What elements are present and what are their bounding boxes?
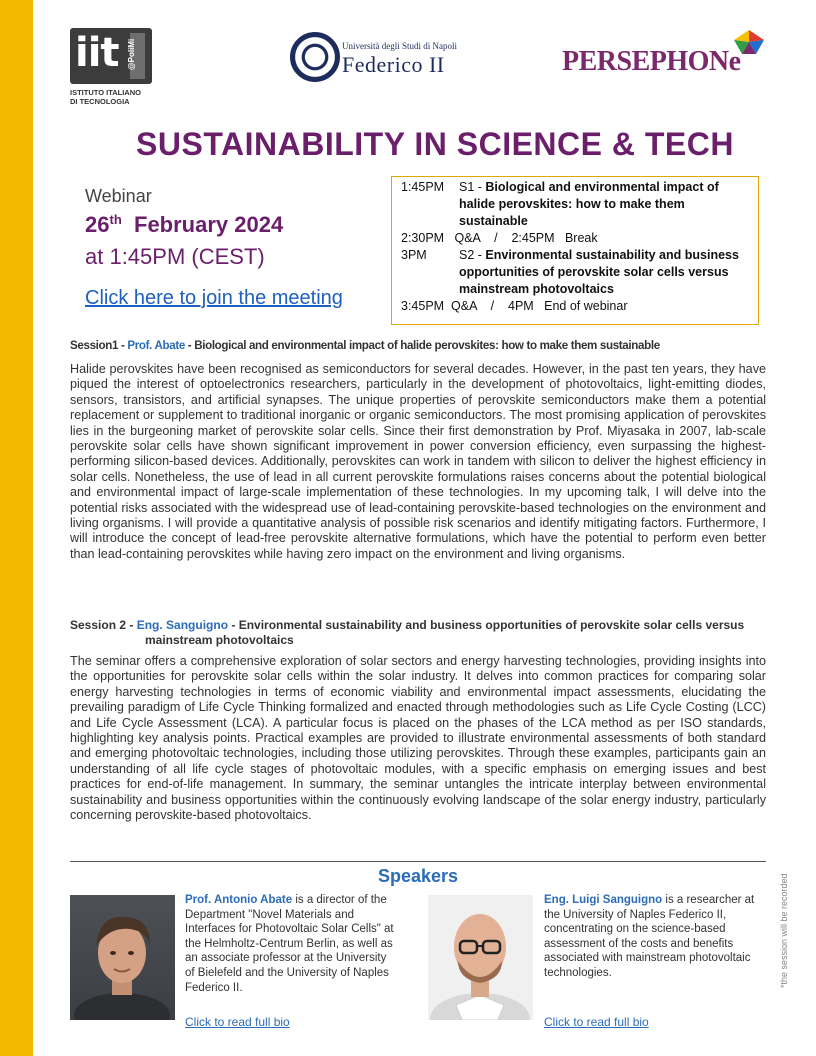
- schedule-item: [459, 247, 752, 298]
- speaker2-full-bio-link[interactable]: Click to read full bio: [544, 1015, 649, 1029]
- persephone-logo-text: PERSEPHONe: [562, 46, 741, 77]
- unina-big-text: Federico II: [342, 52, 445, 77]
- speaker1-photo: [70, 895, 175, 1020]
- university-seal-icon: [290, 32, 340, 82]
- page-title: SUSTAINABILITY IN SCIENCE & TECH: [136, 126, 734, 162]
- schedule-row: [401, 247, 752, 298]
- date-month-year: February 2024: [134, 212, 284, 237]
- speaker2-bio: [544, 893, 759, 981]
- session2-abstract: The seminar offers a comprehensive exploration of solar sectors and energy harvesting technologies, providing insights into the opportunities for perovskite solar cells within the solar industry. It delves into common practices for comparing solar energy harvesting technologies in terms of economic viability and environmental impact assessments, elucidating the prevailing paradigm of Life Cycle Thinking formalized and enacted through methodologies such as Life Cycle Costing (LCC) and Life Cycle Assessment (LCA). A particular focus is placed on the phases of the LCA method as per ISO standards, highlighting key analysis points. Practical examples are provided to illustrate environmental assessments of both standard and emerging photovoltaic technologies, including those utilizing perovskites. Through these examples, participants gain an understanding of all life cycle stages of photovoltaic modules, with a specific emphasis on emerging issues and best practices for end-of-life management. In summary, the seminar untangles the intricate interplay between environmental sustainability and business opportunities within the continuously evolving landscape of the solar energy industry, particularly concerning perovskite-based photovoltaics.: [70, 654, 766, 823]
- speaker1-bio-text: is a director of the Department "Novel Materials and Interfaces for Photovoltaic Solar Cells" at the Helmholtz-Centrum Berlin, as well as an associate professor at the University of Bielefeld and the University of Naples Federico II.: [185, 894, 394, 994]
- event-date: [85, 212, 283, 238]
- event-time: at 1:45PM (CEST): [85, 244, 265, 269]
- speaker1-name: Prof. Antonio Abate: [185, 894, 293, 906]
- schedule-prefix: S2 -: [459, 248, 486, 262]
- iit-logo-text: iit: [75, 30, 119, 76]
- schedule-row: [401, 230, 752, 247]
- schedule-line: 2:30PM Q&A / 2:45PM Break: [401, 231, 598, 245]
- iit-caption-line2: DI TECNOLOGIA: [70, 97, 130, 106]
- schedule-time: 1:45PM: [401, 180, 445, 194]
- webinar-label: Webinar: [85, 186, 152, 206]
- persephone-logo: [562, 30, 772, 80]
- speaker2-bio-text: is a researcher at the University of Naples Federico II, concentrating on the science-based assessment of the costs and benefits associated with mainstream photovoltaic technologies.: [544, 894, 755, 979]
- date-suffix: th: [109, 212, 122, 227]
- schedule-title: Environmental sustainability and business opportunities of perovskite solar cells versus mainstream photovoltaics: [459, 248, 739, 296]
- recorded-note: *the session will be recorded: [779, 873, 789, 988]
- unina-small-text: Università degli Studi di Napoli: [342, 41, 457, 51]
- left-accent-bar: [0, 0, 33, 1056]
- session1-speaker: Prof. Abate: [127, 339, 185, 352]
- iit-logo: [70, 28, 160, 112]
- iit-polimi-tag: [127, 33, 145, 79]
- schedule-time: 3PM: [401, 248, 427, 262]
- session1-heading: [70, 338, 660, 353]
- persephone-kite-icon: [734, 30, 764, 54]
- speaker1-full-bio-link[interactable]: Click to read full bio: [185, 1015, 290, 1029]
- schedule-line: 3:45PM Q&A / 4PM End of webinar: [401, 299, 628, 313]
- schedule-box: [391, 176, 759, 325]
- join-meeting-link[interactable]: Click here to join the meeting: [85, 287, 343, 309]
- speaker2-portrait-image: [428, 895, 533, 1020]
- iit-polimi-text: @PoliMi: [127, 38, 137, 71]
- session2-speaker: Eng. Sanguigno: [136, 618, 229, 632]
- schedule-title: Biological and environmental impact of halide perovskites: how to make them sustainable: [459, 180, 719, 228]
- speakers-heading: Speakers: [377, 866, 459, 886]
- schedule-prefix: S1 -: [459, 180, 486, 194]
- session1-label: Session1 -: [70, 339, 128, 352]
- session1-abstract: Halide perovskites have been recognised as semiconductors for several decades. However, in the past ten years, they have piqued the interest of optoelectronics researchers, particularly in the development of photovoltaics, light-emitting diodes, sensors, transistors, and artificial synapses. The unique properties of perovskite semiconductors make them a potential replacement or supplement to traditional inorganic or organic semiconductors. The most promising application of perovskites lies in the burgeoning market of perovskite solar cells. Since their first demonstration by Prof. Miyasaka in 2007, lab-scale perovskite solar cells have shown significant improvement in power conversion efficiency, even surpassing the highest-performing silicon-based devices. Additionally, perovskites can work in tandem with silicon to deliver the highest efficiency in solar cells. Nonetheless, the use of lead in all current perovskite formulations raises concerns about the potential biological and environmental impact of large-scale implementation of these technologies. In my upcoming talk, I will delve into the potential risks associated with the widespread use of lead-containing perovskite-based technologies on the environment and living organisms. I will provide a quantitative analysis of possible risk scenarios and identify mitigating factors. Furthermore, I will introduce the concept of lead-free perovskite alternative formulations, which have the potential to perform even better than lead-containing perovskites while having zero impact on the environment and living organisms.: [70, 362, 766, 561]
- speaker1-portrait-image: [70, 895, 175, 1020]
- session1-title: - Biological and environmental impact of halide perovskites: how to make them sustainable: [184, 339, 660, 352]
- section-divider: [70, 861, 766, 862]
- iit-caption-line1: ISTITUTO ITALIANO: [70, 88, 141, 97]
- schedule-row: [401, 298, 752, 315]
- speaker1-bio: [185, 893, 395, 995]
- schedule-item: [459, 179, 752, 230]
- unina-logo: [290, 32, 460, 88]
- speaker2-name: Eng. Luigi Sanguigno: [544, 894, 663, 906]
- session2-title: - Environmental sustainability and business opportunities of perovskite solar cells versus: [228, 618, 745, 632]
- session2-label: Session 2 -: [70, 618, 137, 632]
- schedule-row: [401, 179, 752, 230]
- iit-logo-box: [70, 28, 152, 84]
- session2-heading: [70, 618, 770, 648]
- iit-caption: [70, 88, 170, 106]
- session2-title-continued: mainstream photovoltaics: [145, 633, 294, 647]
- date-day: 26: [85, 212, 110, 237]
- speaker2-photo: [428, 895, 533, 1020]
